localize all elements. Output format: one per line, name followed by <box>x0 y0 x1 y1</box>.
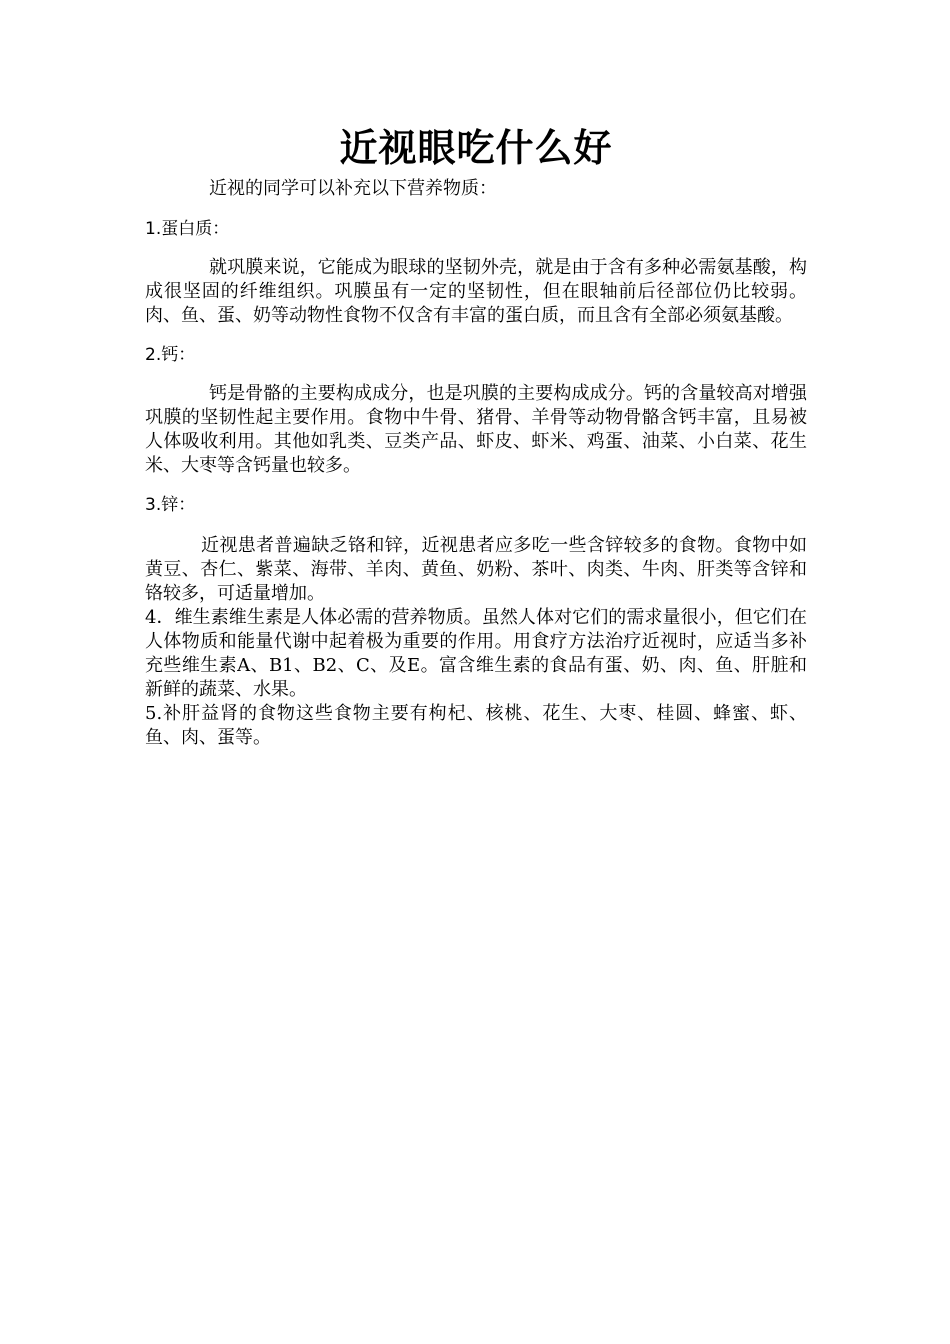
section-body-zinc: 近视患者普遍缺乏铬和锌，近视患者应多吃一些含锌较多的食物。食物中如黄豆、杏仁、紫菜、海带、羊肉、黄鱼、奶粉、茶叶、肉类、牛肉、肝类等含锌和铬较多，可适量增加。 <box>145 535 807 604</box>
section-heading-calcium: 2.钙： <box>145 345 196 365</box>
document-title: 近视眼吃什么好 <box>339 126 613 170</box>
intro-text: 近视的同学可以补充以下营养物质： <box>209 178 497 199</box>
section-heading-protein: 1.蛋白质： <box>145 219 230 239</box>
item-vitamins: 4．维生素维生素是人体必需的营养物质。虽然人体对它们的需求量很小，但它们在人体物质和能量代谢中起着极为重要的作用。用食疗方法治疗近视时，应适当多补充些维生素A、B1、B2、C、及E。富含维生素的食品有蛋、奶、肉、鱼、肝脏和新鲜的蔬菜、水果。 <box>145 607 807 700</box>
document-page <box>145 120 807 750</box>
section-body-protein: 就巩膜来说，它能成为眼球的坚韧外壳，就是由于含有多种必需氨基酸，构成很坚固的纤维组织。巩膜虽有一定的坚韧性，但在眼轴前后径部位仍比较弱。肉、鱼、蛋、奶等动物性食物不仅含有丰富的蛋白质，而且含有全部必须氨基酸。 <box>145 257 807 326</box>
item-liver-kidney-foods: 5.补肝益肾的食物这些食物主要有枸杞、核桃、花生、大枣、桂圆、蜂蜜、虾、鱼、肉、蛋等。 <box>145 703 807 748</box>
section-heading-zinc: 3.锌： <box>145 495 196 515</box>
section-body-calcium: 钙是骨骼的主要构成成分，也是巩膜的主要构成成分。钙的含量较高对增强巩膜的坚韧性起主要作用。食物中牛骨、猪骨、羊骨等动物骨骼含钙丰富，且易被人体吸收利用。其他如乳类、豆类产品、虾皮、虾米、鸡蛋、油菜、小白菜、花生米、大枣等含钙量也较多。 <box>145 383 807 476</box>
